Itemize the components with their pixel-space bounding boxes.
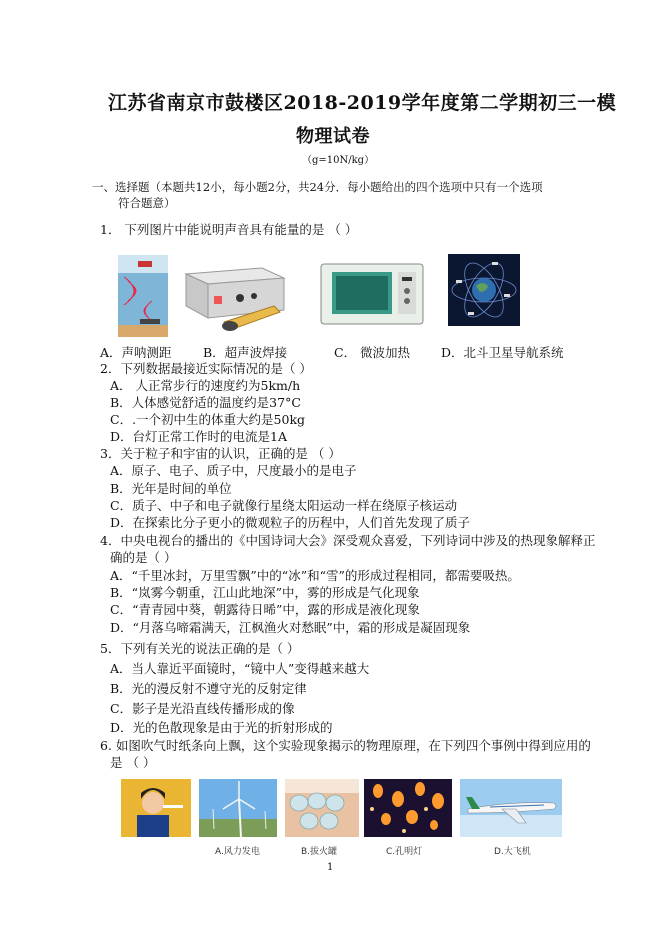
q6-caption-b: B.拔火罐 (301, 847, 338, 857)
question-6-stem-line1: 6. 如图吹气时纸条向上飘，这个实验现象揭示的物理原理，在下列四个事例中得到应用的 (100, 738, 591, 753)
microwave-image (320, 263, 424, 325)
exam-subtitle: 物理试卷 (296, 126, 370, 147)
page-number: 1 (327, 862, 334, 873)
q5-option-a: A．当人靠近平面镜时，“镜中人”变得越来越大 (110, 661, 370, 676)
q2-option-d: D．台灯正常工作时的电流是1A (110, 429, 288, 444)
ultrasonic-welder-image (184, 260, 288, 334)
q3-option-b: B．光年是时间的单位 (110, 481, 232, 496)
q3-option-d: D．在探索比分子更小的微观粒子的历程中，人们首先发现了质子 (110, 515, 471, 530)
q4-option-b: B．“岚雾今朝重，江山此地深”中，雾的形成是气化现象 (110, 585, 420, 600)
exam-title: 江苏省南京市鼓楼区2018-2019学年度第二学期初三一模 (108, 92, 617, 114)
q1-option-a: A．声呐测距 (100, 345, 172, 360)
q1-option-c: C． 微波加热 (334, 345, 411, 360)
q2-option-a: A． 人正常步行的速度约为5km/h (110, 378, 301, 393)
q5-option-c: C．影子是光沿直线传播形成的像 (110, 701, 295, 716)
q2-option-b: B．人体感觉舒适的温度约是37°C (110, 395, 301, 410)
q6-caption-c: C.孔明灯 (386, 847, 423, 857)
q4-option-c: C．“青青园中葵，朝露待日晞”中，露的形成是液化现象 (110, 602, 420, 617)
q5-option-b: B．光的漫反射不遵守光的反射定律 (110, 681, 307, 696)
q3-option-c: C．质子、中子和电子就像行星绕太阳运动一样在绕原子核运动 (110, 498, 458, 513)
q2-option-c: C．.一个初中生的体重大约是50kg (110, 412, 306, 427)
q3-option-a: A．原子、电子、质子中，尺度最小的是电子 (110, 463, 357, 478)
q1-option-d: D．北斗卫星导航系统 (441, 345, 564, 360)
q6-caption-a: A.风力发电 (215, 847, 260, 857)
question-4-stem-line2: 确的是（ ） (110, 550, 177, 565)
child-blowing-paper-image (121, 779, 191, 837)
question-1-stem: 1． 下列图片中能说明声音具有能量的是 （ ） (100, 222, 358, 237)
question-3-stem: 3．关于粒子和宇宙的认识，正确的是 （ ） (100, 446, 341, 461)
section-header-line1: 一、选择题（本题共12小，每小题2分，共24分．每小题给出的四个选项中只有一个选项 (92, 180, 543, 194)
q4-option-a: A．“千里冰封，万里雪飘”中的“冰”和“雪”的形成过程相同，都需要吸热。 (110, 568, 520, 583)
q5-option-d: D．光的色散现象是由于光的折射形成的 (110, 720, 333, 735)
sky-lantern-image (364, 779, 452, 837)
cupping-image (285, 779, 359, 837)
q6-caption-d: D.大飞机 (494, 847, 531, 857)
question-5-stem: 5．下列有关光的说法正确的是（ ） (100, 641, 300, 656)
satellite-navigation-image (448, 254, 520, 326)
q1-option-b: B．超声波焊接 (203, 345, 288, 360)
gravity-note: （g=10N/kg） (302, 155, 375, 166)
sonar-image (118, 255, 168, 337)
question-4-stem-line1: 4．中央电视台的播出的《中国诗词大会》深受观众喜爱，下列诗词中涉及的热现象解释正 (100, 533, 596, 548)
wind-power-image (199, 779, 277, 837)
airplane-image (460, 779, 562, 837)
section-header-line2: 符合题意） (118, 196, 176, 210)
question-2-stem: 2．下列数据最接近实际情况的是（ ） (100, 361, 312, 376)
q4-option-d: D．“月落乌啼霜满天，江枫渔火对愁眠”中，霜的形成是凝固现象 (110, 620, 471, 635)
question-6-stem-line2: 是 （ ） (110, 755, 156, 770)
